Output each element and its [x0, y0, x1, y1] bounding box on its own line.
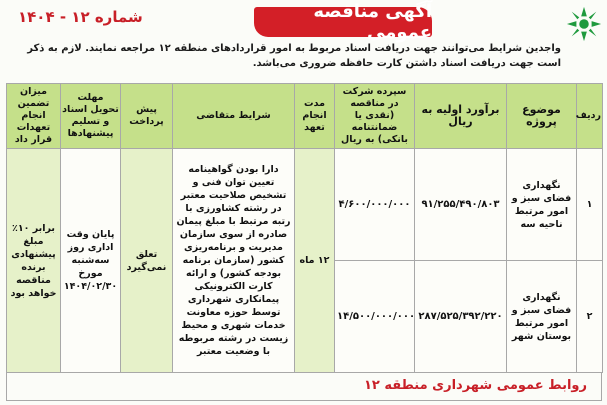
- tender-deposit: ۴/۶۰۰/۰۰۰/۰۰۰: [335, 149, 415, 261]
- tender-table: [6, 83, 603, 373]
- ad-title: آگهی مناقصه عمومی: [254, 7, 432, 37]
- tehran-municipality-logo-icon: [565, 5, 603, 43]
- row-number: ۱: [577, 149, 603, 261]
- project-subject: نگهداری فضای سبز و امور مرتبط ناحیه سه: [507, 149, 577, 261]
- col-prepayment: پیش پرداخت: [121, 84, 173, 149]
- col-guarantee: میزان تضمین انجام تعهدات قرار داد: [7, 84, 61, 149]
- col-duration: مدت انجام تعهد: [295, 84, 335, 149]
- col-deposit: سپرده شرکت در مناقصه (نقدی یا ضمانتنامه بانکی) به ریال: [335, 84, 415, 149]
- submission-deadline: پایان وقت اداری روز سه‌شنبه مورخ ۱۴۰۴/۰۲/۳۰: [61, 149, 121, 373]
- tender-deposit: ۱۴/۵۰۰/۰۰۰/۰۰۰: [335, 261, 415, 373]
- performance-guarantee: برابر ۱۰٪ مبلغ پیشنهادی برنده مناقصه خواهد بود: [7, 149, 61, 373]
- table-row: [7, 149, 603, 261]
- applicant-conditions: دارا بودن گواهینامه تعیین توان فنی و تشخیص صلاحیت معتبر در رشته کشاورزی با رتبه مرتبط با مبلغ پیمان صادره از سوی سازمان مدیریت و برنامه‌ریزی کشور (سازمان برنامه بودجه کشور) و ارائه کارت الکترونیکی پیمانکاری شهرداری توسط حوزه معاونت خدمات شهری و محیط زیست در رشته مربوطه با وضعیت معتبر: [173, 149, 295, 373]
- public-relations-signature: روابط عمومی شهرداری منطقه ۱۲: [364, 378, 587, 393]
- ad-header: [0, 3, 607, 45]
- initial-estimate: ۲۸۷/۵۲۵/۳۹۲/۲۲۰: [415, 261, 507, 373]
- col-deadline: مهلت تحویل اسناد و تسلیم پیشنهادها: [61, 84, 121, 149]
- col-subject: موضوع پروژه: [507, 84, 577, 149]
- prepayment-value: تعلق نمی‌گیرد: [121, 149, 173, 373]
- col-conditions: شرایط متقاضی: [173, 84, 295, 149]
- intro-text: واجدین شرایط می‌توانند جهت دریافت اسناد مربوط به امور قراردادهای منطقه ۱۲ مراجعه نمایند. لازم به ذکر است جهت دریافت اسناد داشتن کارت حافظه ضروری می‌باشد.: [27, 43, 561, 69]
- commitment-duration: ۱۲ ماه: [295, 149, 335, 373]
- ad-footer: [6, 373, 602, 401]
- col-estimate: برآورد اولیه به ریال: [415, 84, 507, 149]
- table-header-row: [7, 84, 603, 149]
- project-subject: نگهداری فضای سبز و امور مرتبط بوستان شهر: [507, 261, 577, 373]
- initial-estimate: ۹۱/۲۵۵/۴۹۰/۸۰۳: [415, 149, 507, 261]
- row-number: ۲: [577, 261, 603, 373]
- col-row-no: ردیف: [577, 84, 603, 149]
- issue-number: شماره ۱۲ - ۱۴۰۴: [18, 8, 143, 26]
